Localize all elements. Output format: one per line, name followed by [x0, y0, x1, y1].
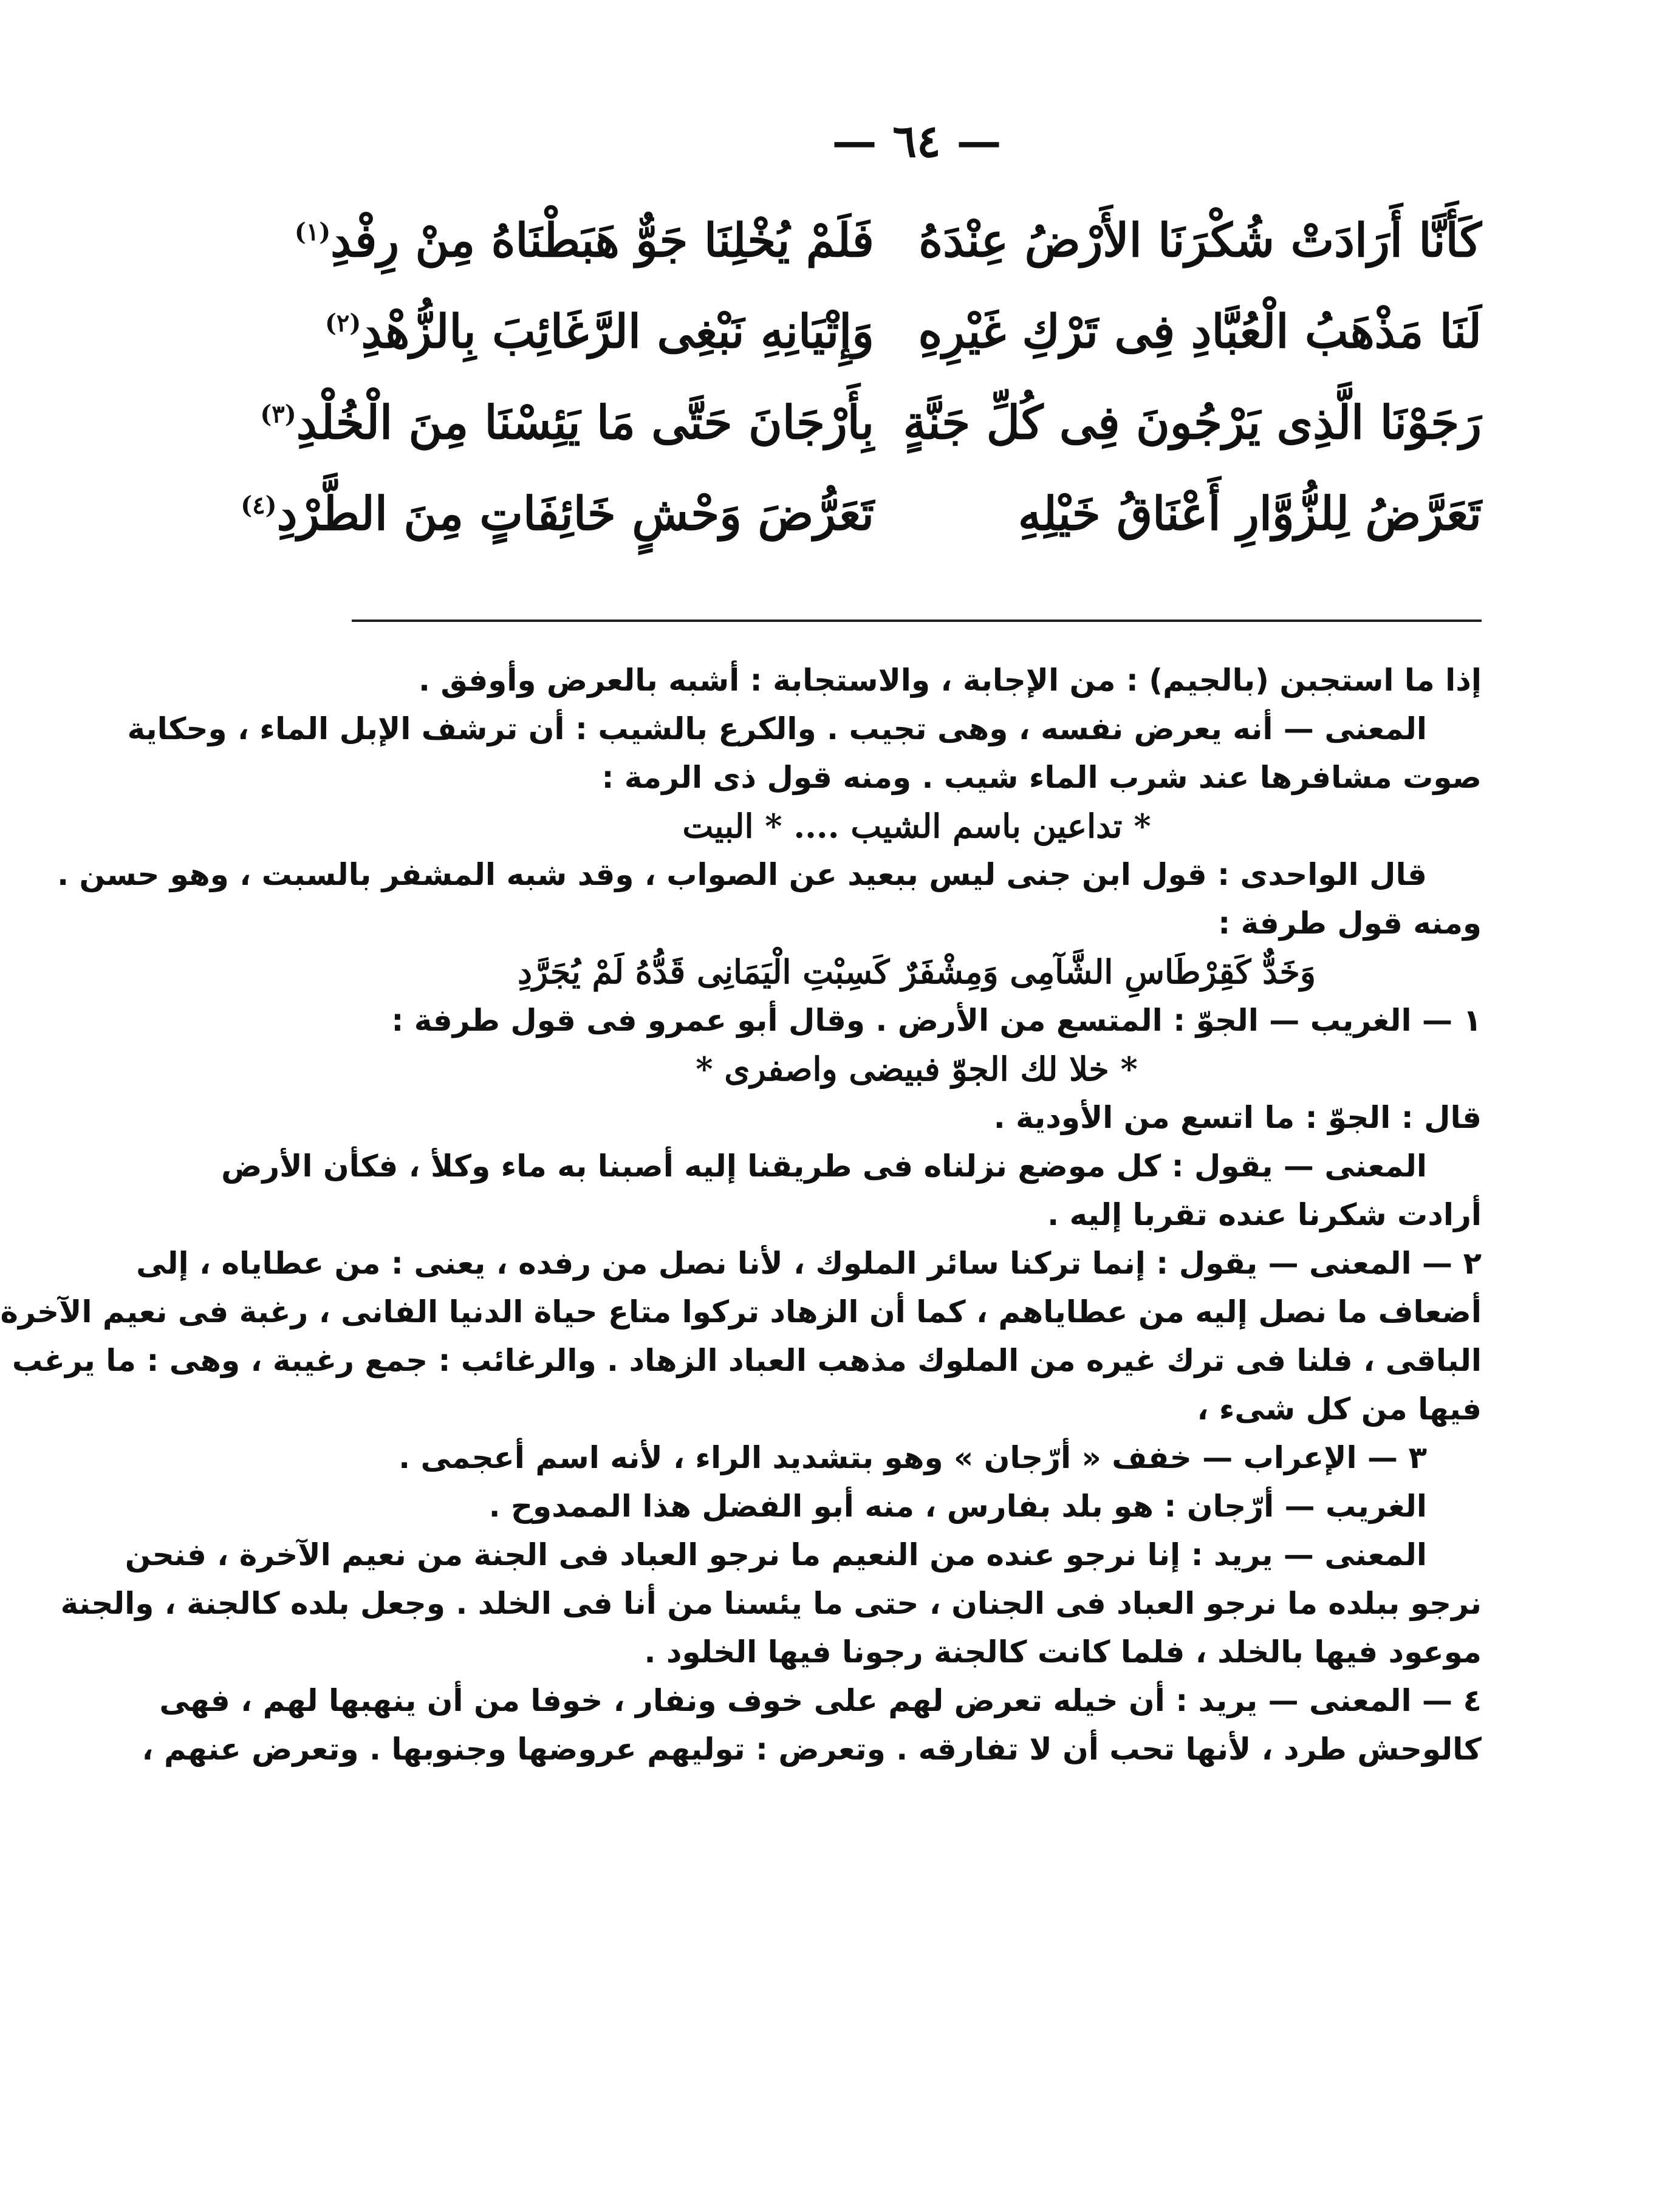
verse-row [294, 194, 1482, 285]
footnote-marker: (٤) [241, 491, 277, 520]
footnote-marker: (٣) [260, 400, 296, 429]
commentary-line: كالوحش طرد ، لأنها تحب أن لا تفارقه . وتعرض : توليهم عروضها وجنوبها . وتعرض عنهم ، [142, 1732, 1482, 1767]
commentary-line: المعنى — أنه يعرض نفسه ، وهى تجيب . والكرع بالشيب : أن ترشف الإبل الماء ، وحكاية [127, 711, 1427, 746]
commentary-line: أرادت شكرنا عنده تقربا إليه . [1047, 1197, 1482, 1232]
commentary-line: ومنه قول طرفة : [1218, 906, 1482, 941]
commentary-line: ٣ — الإعراب — خفف « أرّجان » وهو بتشديد الراء ، لأنه اسم أعجمى . [398, 1440, 1427, 1475]
commentary-line: أضعاف ما نصل إليه من عطاياهم ، كما أن الزهاد تركوا متاع حياة الدنيا الفانى ، رغبة فى نعيم الآخرة [0, 1294, 1482, 1330]
verse-first-hemistich: رَجَوْنَا الَّذِى يَرْجُونَ فِى كُلِّ جَنَّةٍ [903, 395, 1482, 449]
commentary-notes [0, 656, 1482, 1773]
commentary-line: قال : الجوّ : ما اتسع من الأودية . [993, 1100, 1482, 1135]
verse-row [241, 468, 1482, 559]
verse-second-hemistich [241, 486, 874, 541]
hemistich-text: تَعَرُّضَ وَحْشٍ خَائِفَاتٍ مِنَ الطَّرْدِ [276, 486, 874, 541]
commentary-line: ١ — الغريب — الجوّ : المتسع من الأرض . وقال أبو عمرو فى قول طرفة : [391, 1003, 1482, 1038]
footnote-marker: (١) [294, 217, 331, 247]
verse-row [324, 285, 1482, 377]
poem-verses [241, 194, 1482, 559]
commentary-line: المعنى — يقول : كل موضع نزلناه فى طريقنا إليه أصبنا به ماء وكلأ ، فكأن الأرض [221, 1149, 1427, 1184]
verse-first-hemistich: تَعَرَّضُ لِلزُّوَّارِ أَعْنَاقُ خَيْلِهِ [1018, 486, 1482, 541]
commentary-line: ٤ — المعنى — يريد : أن خيله تعرض لهم على خوف ونفار ، خوفا من أن ينهبها لهم ، فهى [159, 1683, 1482, 1718]
hemistich-text: فَلَمْ يُخْلِنَا جَوٌّ هَبَطْنَاهُ مِنْ رِفْدِ [330, 213, 874, 267]
verse-first-hemistich: كَأَنَّا أَرَادَتْ شُكْرَنَا الأَرْضُ عِنْدَهُ [918, 213, 1482, 267]
page-number: — ٦٤ — [832, 115, 1002, 168]
verse-first-hemistich: لَنَا مَذْهَبُ الْعُبَّادِ فِى تَرْكِ غَيْرِهِ [918, 304, 1482, 358]
commentary-line: وَخَدٌّ كَقِرْطَاسِ الشَّآمِى وَمِشْفَرٌ كَسِبْتِ الْيَمَانِى قَدُّهُ لَمْ يُجَرَّدِ [518, 952, 1316, 991]
commentary-line: فيها من كل شىء ، [1197, 1391, 1482, 1427]
commentary-line: موعود فيها بالخلد ، فلما كانت كالجنة رجونا فيها الخلود . [644, 1634, 1482, 1670]
hemistich-text: وَإِتْيَانِهِ نَبْغِى الرَّغَائِبَ بِالزُّهْدِ [361, 304, 874, 358]
commentary-line: الباقى ، فلنا فى ترك غيره من الملوك مذهب العباد الزهاد . والرغائب : جمع رغيبة ، وهى : ما يرغب [12, 1343, 1482, 1378]
commentary-line: * خلا لك الجوّ فبيضى واصفرى * [696, 1050, 1138, 1088]
commentary-line: المعنى — يريد : إنا نرجو عنده من النعيم ما نرجو العباد فى الجنة من نعيم الآخرة ، فنحن [125, 1537, 1427, 1572]
commentary-line: ٢ — المعنى — يقول : إنما تركنا سائر الملوك ، لأنا نصل من رفده ، يعنى : من عطاياه ، إلى [136, 1246, 1482, 1281]
commentary-line: إذا ما استجبن (بالجيم) : من الإجابة ، والاستجابة : أشبه بالعرض وأوفق . [419, 663, 1482, 698]
commentary-line: نرجو ببلده ما نرجو العباد فى الجنان ، حتى ما يئسنا من أنا فى الخلد . وجعل بلده كالجنة ، والجنة [60, 1586, 1482, 1621]
commentary-line: الغريب — أرّجان : هو بلد بفارس ، منه أبو الفضل هذا الممدوح . [488, 1489, 1427, 1524]
commentary-line: صوت مشافرها عند شرب الماء شيب . ومنه قول ذى الرمة : [601, 760, 1482, 795]
verse-second-hemistich [294, 213, 874, 267]
hemistich-text: بِأَرْجَانَ حَتَّى مَا يَئِسْنَا مِنَ الْخُلْدِ [296, 395, 874, 449]
footnote-marker: (٢) [324, 309, 361, 338]
commentary-line: قال الواحدى : قول ابن جنى ليس ببعيد عن الصواب ، وقد شبه المشفر بالسبت ، وهو حسن . [57, 857, 1427, 892]
verse-second-hemistich [260, 395, 874, 449]
section-divider [352, 620, 1482, 622]
verse-second-hemistich [324, 304, 874, 358]
commentary-line: * تداعين باسم الشيب .... * البيت [682, 807, 1151, 845]
verse-row [260, 377, 1482, 468]
